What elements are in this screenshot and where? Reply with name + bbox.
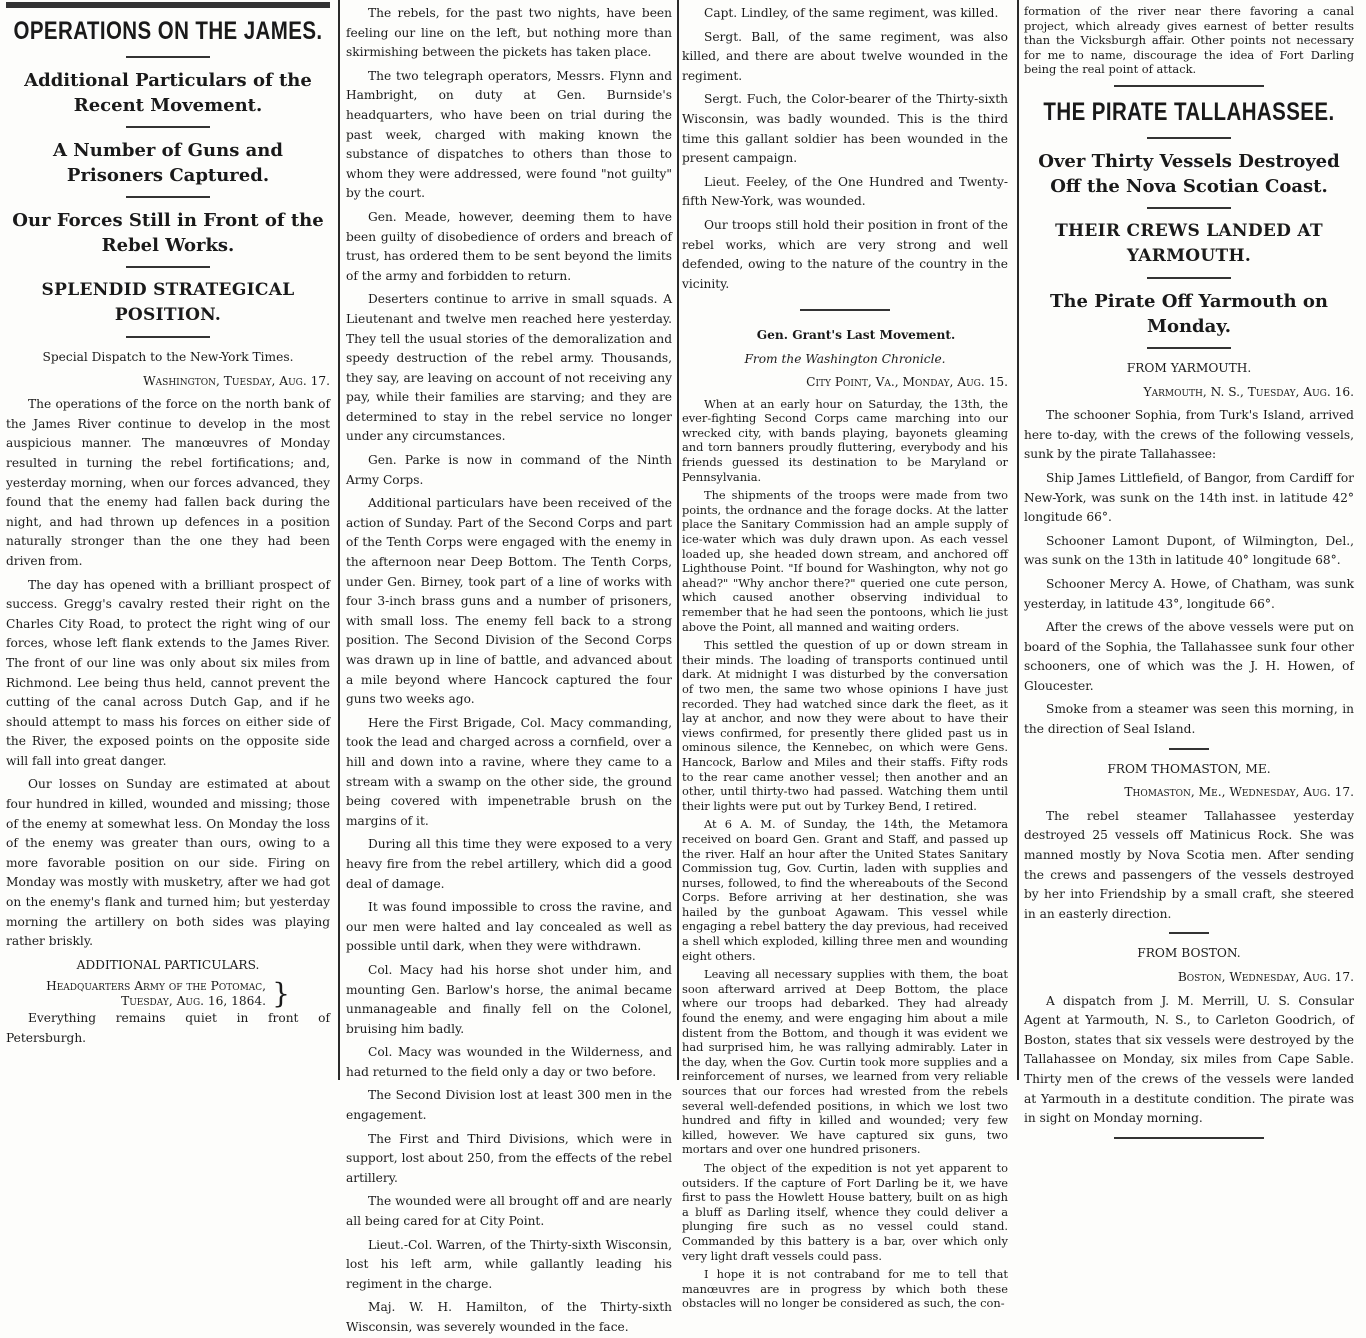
paragraph: Leaving all necessary supplies with them, the boat soon afterward arrived at Deep Bottom, the place where our troops had debarked. They had already found the enemy, and were engaging him about a mile distent from the Bottom, and though it was evident we had surprised him, he was rallying admirably. Later in the day, when the Gov. Curtin took more supplies and a reinforcement of nurses, we learned from very reliable sources that our forces had wrested from the rebels several well-defended positions, in which we lost two hundred and fifty in killed and wounded; very few killed, however. We have captured six guns, two mortars and over one hundred prisoners.	[682, 967, 1008, 1157]
deck: SPLENDID STRATEGICAL POSITION.	[41, 280, 295, 325]
deck: The Pirate Off Yarmouth on Monday.	[1050, 290, 1328, 337]
paragraph: This settled the question of up or down stream in their minds. The loading of transports continued until dark. At midnight I was disturbed by the conversation of two men, the same two whose opinions I have just recorded. They had watched since dark the fleet, as it lay at anchor, and now they were about to have their views confirmed, for presently there glided past us in ominous silence, the Kennebec, on which were Gens. Hancock, Barlow and Miles and their staffs. Fifty rods to the rear came another vessel; then another and an other, until thirty-two had passed. Watching them until their lights were put out by Turkey Bend, I retired.	[682, 638, 1008, 813]
headline: OPERATIONS ON THE JAMES.	[13, 17, 323, 45]
paragraph: A dispatch from J. M. Merrill, U. S. Consular Agent at Yarmouth, N. S., to Carleton Goodrich, of Boston, states that six vessels were destroyed by the Tallahassee on Monday, six miles from Cape Sable. Thirty men of the crews of the vessels were landed at Yarmouth in a destitute condition. The pirate was in sight on Monday morning.	[1024, 993, 1354, 1126]
paragraph: Our losses on Sunday are estimated at about four hundred in killed, wounded and missing; those of the enemy at somewhat less. On Monday the loss of the enemy was greater than ours, owing to a more favorable position on our side. Firing on Monday was mostly with musketry, after we had got on the enemy's flank and turned him; but yesterday morning the artillery on both sides was playing rather briskly.	[6, 777, 330, 949]
top-rule	[6, 2, 330, 8]
byline: Special Dispatch to the New-York Times.	[42, 350, 294, 364]
paragraph: The wounded were all brought off and are nearly all being cared for at City Point.	[346, 1194, 672, 1229]
divider	[126, 266, 210, 268]
paragraph: The rebel steamer Tallahassee yesterday destroyed 25 vessels off Matinicus Rock. She was manned mostly by Nova Scotia men. After sending the crews and passengers of the vessels destroyed by her into Friendship by a small craft, she steered in an easterly direction.	[1024, 808, 1354, 921]
divider	[1114, 85, 1264, 87]
dateline: Thomaston, Me., Wednesday, Aug. 17.	[1124, 785, 1354, 800]
paragraph: Ship James Littlefield, of Bangor, from Cardiff for New-York, was sunk on the 14th inst. in latitude 42° longitude 66°.	[1024, 470, 1354, 525]
column-rule	[1017, 0, 1019, 1080]
paragraph: During all this time they were exposed to a very heavy fire from the rebel artillery, which did a good deal of damage.	[346, 837, 672, 891]
section-title: FROM YARMOUTH.	[1126, 360, 1252, 375]
paragraph: Col. Macy was wounded in the Wilderness, and had returned to the field only a day or two before.	[346, 1045, 672, 1079]
divider	[126, 126, 210, 128]
paragraph: The rebels, for the past two nights, have been feeling our line on the left, but nothing more than skirmishing between the pickets has taken place.	[346, 6, 672, 60]
section-title: FROM THOMASTON, ME.	[1107, 761, 1271, 776]
paragraph: The two telegraph operators, Messrs. Flynn and Hambright, on duty at Gen. Burnside's headquarters, who have been on trial during the past week, charged with making known the substance of dispatches to others than those to whom they were addressed, were found "not guilty" by the court.	[346, 68, 672, 201]
paragraph: After the crews of the above vessels were put on board of the Sophia, the Tallahassee sunk four other schooners, one of which was the J. H. Howen, of Gloucester.	[1024, 620, 1354, 693]
paragraph: At 6 A. M. of Sunday, the 14th, the Metamora received on board Gen. Grant and Staff, and passed up the river. Half an hour after the United States Sanitary Commission tug, Gov. Curtin, laden with supplies and nurses, followed, to find the whereabouts of the Second Corps. Before arriving at her destination, she was hailed by the gunboat Agawam. This vessel while engaging a rebel battery the day previous, had received a shell which exploded, killing three men and wounding eight others.	[682, 817, 1008, 963]
headline: THE PIRATE TALLAHASSEE.	[1043, 97, 1335, 126]
paragraph: The operations of the force on the north bank of the James River continue to develop in the most auspicious manner. The manœuvres of Monday resulted in turning the rebel fortifications; and, yesterday morning, when our forces advanced, they found that the enemy had fallen back during the night, and had thrown up defences in a position naturally stronger than the one they had been driven from.	[6, 397, 330, 568]
paragraph: The shipments of the troops were made from two points, the ordnance and the forage docks. At the latter place the Sanitary Commission had an ample supply of ice-water which was duly drawn upon. As each vessel loaded up, she headed down stream, and anchored off Lighthouse Point. "If bound for Washington, why not go ahead?" "Why anchor there?" queried one cute person, which caused another observing individual to remember that he had seen the pontoons, which lie just above the Point, all manned and waiting orders.	[682, 488, 1008, 634]
divider	[1169, 748, 1209, 750]
paragraph: Smoke from a steamer was seen this morning, in the direction of Seal Island.	[1024, 702, 1354, 737]
column-rule	[338, 0, 340, 1080]
column-4	[1024, 0, 1354, 1126]
subhead: Gen. Grant's Last Movement.	[756, 327, 956, 342]
paragraph: The day has opened with a brilliant prospect of success. Gregg's cavalry rested their right on the Charles City Road, to protect the right wing of our forces, whose left flank extends to the James River. The front of our line was only about six miles from Richmond. Lee being thus held, cannot prevent the cutting of the canal across Dutch Gap, and if he should attempt to mass his forces on either side of the River, the exposed points on the opposite side will fall into great danger.	[6, 577, 330, 768]
paragraph: The object of the expedition is not yet apparent to outsiders. If the capture of Fort Darling be it, we have first to pass the Howlett House battery, built on as high a bluff as Darling itself, whence they could deliver a plunging fire such as no vessel could stand. Commanded by this battery is a bar, over which only very light draft vessels could pass.	[682, 1160, 1008, 1263]
paragraph: It was found impossible to cross the ravine, and our men were halted and lay concealed as well as possible until dark, when they were withdrawn.	[346, 900, 672, 954]
continuation-block	[1024, 4, 1354, 77]
paragraph: Here the First Brigade, Col. Macy commanding, took the lead and charged across a cornfield, over a hill and down into a ravine, where they came to a stream with a swamp on the other side, the ground being covered with impenetrable brush on the margins of it.	[346, 715, 672, 828]
paragraph: Schooner Mercy A. Howe, of Chatham, was sunk yesterday, in latitude 43°, longitude 66°.	[1024, 576, 1354, 611]
paragraph: Sergt. Ball, of the same regiment, was also killed, and there are about twelve wounded in the regiment.	[682, 29, 1008, 83]
paragraph: Gen. Parke is now in command of the Ninth Army Corps.	[346, 453, 672, 487]
section-ornament	[682, 300, 1008, 320]
paragraph: The schooner Sophia, from Turk's Island, arrived here to-day, with the crews of the following vessels, sunk by the pirate Tallahassee:	[1024, 408, 1354, 462]
deck: A Number of Guns and Prisoners Captured.	[53, 140, 283, 186]
divider	[126, 336, 210, 338]
paragraph: Everything remains quiet in front of Petersburgh.	[6, 1011, 330, 1045]
divider	[1147, 207, 1231, 209]
column-3	[682, 0, 1008, 1311]
deck: Additional Particulars of the Recent Movement.	[24, 70, 312, 116]
divider	[126, 196, 210, 198]
paragraph: Col. Macy had his horse shot under him, and mounting Gen. Barlow's horse, the animal became unmanageable and finally fell on the Colonel, bruising him badly.	[346, 962, 672, 1036]
divider	[1169, 932, 1209, 934]
paragraph: Deserters continue to arrive in small squads. A Lieutenant and twelve men reached here yesterday. They tell the usual stories of the demoralization and speedy destruction of the rebel army. Thousands, they say, are leaving on account of not receiving any pay, while their families are starving; and they are determined to stay in the rebel service no longer under any circumstances.	[346, 292, 672, 444]
paragraph: Sergt. Fuch, the Color-bearer of the Thirty-sixth Wisconsin, was badly wounded. This is the third time this gallant soldier has been wounded in the present campaign.	[682, 92, 1008, 166]
dense-body	[682, 397, 1008, 1311]
section-title: FROM BOSTON.	[1137, 946, 1241, 961]
paragraph: Lieut. Feeley, of the One Hundred and Twenty-fifth New-York, was wounded.	[682, 174, 1008, 209]
dateline: Washington, Tuesday, Aug. 17.	[143, 373, 330, 388]
dateline: City Point, Va., Monday, Aug. 15.	[806, 375, 1008, 390]
column-rule	[677, 0, 679, 1080]
paragraph: Lieut.-Col. Warren, of the Thirty-sixth Wisconsin, lost his left arm, while gallantly leading his regiment in the charge.	[346, 1237, 672, 1291]
paragraph: When at an early hour on Saturday, the 13th, the ever-fighting Second Corps came marching into our wrecked city, with bands playing, bayonets gleaming and torn banners proudly fluttering, everybody and his friends guessed its destination to be Maryland or Pennsylvania.	[682, 396, 1008, 484]
dateline: Yarmouth, N. S., Tuesday, Aug. 16.	[1143, 384, 1354, 399]
deck: Our Forces Still in Front of the Rebel Works.	[12, 210, 324, 256]
divider	[126, 56, 210, 58]
paragraph: Our troops still hold their position in front of the rebel works, which are very strong and well defended, owing to the nature of the country in the vicinity.	[682, 217, 1008, 291]
paragraph: Schooner Lamont Dupont, of Wilmington, Del., was sunk on the 13th in latitude 40° longitude 68°.	[1024, 533, 1354, 568]
divider	[1147, 347, 1231, 349]
dateline-line: Tuesday, Aug. 16, 1864.	[121, 994, 267, 1009]
paragraph: I hope it is not contraband for me to tell that manœuvres are in progress by which both these obstacles will no longer be considered as such, the con-	[682, 1267, 1008, 1311]
brace-glyph: }	[272, 977, 290, 1011]
source-line: From the Washington Chronicle.	[744, 351, 946, 366]
deck: THEIR CREWS LANDED AT YARMOUTH.	[1055, 220, 1323, 266]
column-2	[346, 0, 672, 1334]
deck: Over Thirty Vessels Destroyed Off the Nova Scotian Coast.	[1038, 150, 1340, 197]
paragraph: Maj. W. H. Hamilton, of the Thirty-sixth Wisconsin, was severely wounded in the face.	[346, 1300, 672, 1334]
divider	[1147, 137, 1231, 139]
divider	[1114, 1137, 1264, 1139]
column-1	[6, 0, 330, 1080]
subhead: ADDITIONAL PARTICULARS.	[76, 957, 260, 972]
paragraph: Capt. Lindley, of the same regiment, was killed.	[704, 6, 999, 20]
dateline: Boston, Wednesday, Aug. 17.	[1177, 970, 1354, 984]
paragraph: The Second Division lost at least 300 men in the engagement.	[346, 1088, 672, 1123]
paragraph: Gen. Meade, however, deeming them to have been guilty of disobedience of orders and breach of trust, has ordered them to be sent beyond the limits of the army and forbidden to return.	[346, 209, 672, 283]
dateline-block	[6, 979, 330, 1009]
paragraph: The First and Third Divisions, which were in support, lost about 250, from the effects of the rebel artillery.	[346, 1131, 672, 1185]
paragraph: Additional particulars have been received of the action of Sunday. Part of the Second Corps and part of the Tenth Corps were engaged with the enemy in the afternoon near Deep Bottom. The Tenth Corps, under Gen. Birney, took part of a line of works with four 3-inch brass guns and a number of prisoners, with small loss. The enemy fell back to a strong position. The Second Division of the Second Corps was drawn up in line of battle, and advanced about a mile beyond where Hancock captured the four guns two weeks ago.	[346, 496, 672, 707]
dateline-line: Headquarters Army of the Potomac,	[46, 979, 267, 994]
divider	[1147, 277, 1231, 279]
paragraph: formation of the river near there favoring a canal project, which already gives earnest of better results than the Vicksburgh affair. Other points not necessary for me to name, discourage the idea of Fort Darling being the real point of attack.	[1024, 4, 1354, 77]
